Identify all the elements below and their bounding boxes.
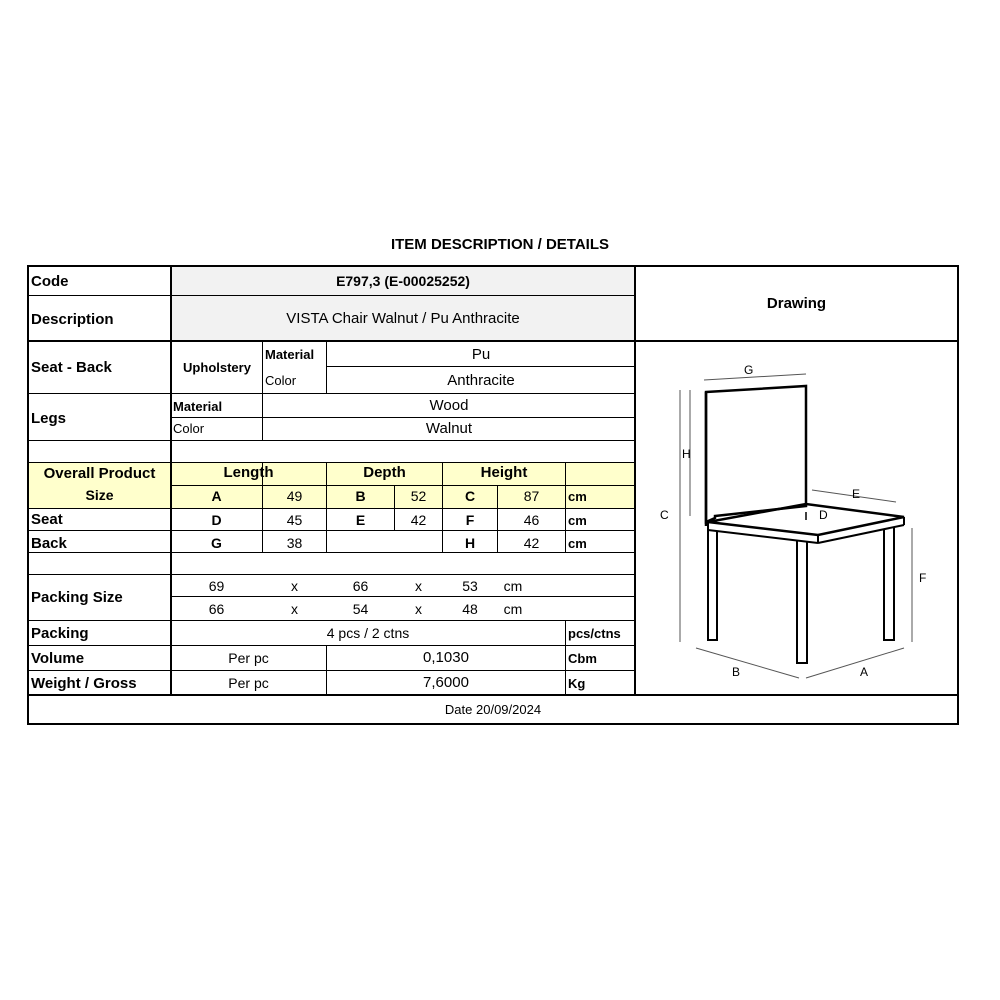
- seat-dims-label: Seat: [31, 511, 63, 528]
- header-depth: Depth: [363, 464, 406, 481]
- seat-back-label: Seat - Back: [31, 359, 112, 376]
- legs-material-value: Wood: [429, 397, 469, 414]
- packing-unit: pcs/ctns: [568, 626, 621, 641]
- overall-b-letter: B: [355, 488, 366, 504]
- overall-b-value: 52: [410, 488, 427, 504]
- drawing-label-g: G: [744, 363, 754, 377]
- packing-size-row2-x2: x: [415, 601, 422, 617]
- header-height: Height: [480, 464, 528, 481]
- packing-size-row1-dim3: 53: [462, 578, 478, 594]
- grid-line: [29, 694, 957, 696]
- packing-size-row1-x2: x: [415, 578, 422, 594]
- legs-label: Legs: [31, 410, 67, 427]
- back-unit: cm: [568, 536, 587, 551]
- packing-size-row2-dim2: 54: [352, 601, 369, 617]
- weight-value: 7,6000: [423, 674, 469, 691]
- packing-value: 4 pcs / 2 ctns: [326, 625, 410, 641]
- back-h-value: 42: [523, 535, 540, 551]
- drawing-label-a: A: [860, 665, 869, 679]
- packing-size-label: Packing Size: [31, 589, 123, 606]
- grid-line: [29, 620, 635, 621]
- weight-unit: Kg: [568, 676, 586, 691]
- overall-a-letter: A: [211, 488, 222, 504]
- packing-size-row1-dim2: 66: [352, 578, 369, 594]
- weight-basis: Per pc: [228, 675, 269, 691]
- overall-size-label-line1: Overall Product: [43, 465, 156, 482]
- code-value: E797,3 (E-00025252): [336, 273, 470, 289]
- packing-size-row2-dim1: 66: [208, 601, 225, 617]
- seat-e-value: 42: [410, 512, 427, 528]
- overall-size-label-line2: Size: [85, 487, 114, 503]
- volume-value: 0,1030: [423, 649, 469, 666]
- overall-a-value: 49: [286, 488, 303, 504]
- chair-leg-front-right: [797, 540, 807, 663]
- seat-color-value: Anthracite: [447, 372, 515, 389]
- seat-d-letter: D: [211, 512, 222, 528]
- volume-unit: Cbm: [568, 651, 597, 666]
- grid-line: [171, 596, 635, 597]
- chair-backrest: [706, 386, 806, 522]
- seat-material-value: Pu: [471, 346, 491, 363]
- back-h-letter: H: [464, 535, 476, 551]
- back-g-letter: G: [211, 535, 222, 551]
- seat-e-letter: E: [355, 512, 366, 528]
- back-g-value: 38: [286, 535, 303, 551]
- packing-size-row2-x1: x: [291, 601, 298, 617]
- seat-color-label: Color: [265, 373, 297, 388]
- grid-line: [29, 645, 635, 646]
- drawing-label-f: F: [919, 571, 927, 585]
- chair-drawing: [636, 342, 957, 694]
- page-title: ITEM DESCRIPTION / DETAILS: [390, 236, 610, 253]
- packing-size-row2-dim3: 48: [462, 601, 478, 617]
- drawing-label-b: B: [732, 665, 741, 679]
- grid-line: [326, 366, 635, 367]
- legs-color-label: Color: [173, 421, 205, 436]
- packing-label: Packing: [31, 625, 89, 642]
- volume-label: Volume: [31, 650, 85, 667]
- seat-d-value: 45: [286, 512, 303, 528]
- grid-line: [565, 620, 566, 695]
- legs-material-label: Material: [173, 399, 223, 414]
- drawing-label-h: H: [682, 447, 691, 461]
- description-label: Description: [31, 311, 114, 328]
- grid-line: [29, 530, 635, 531]
- overall-unit: cm: [568, 489, 587, 504]
- grid-line: [29, 574, 635, 575]
- back-dims-label: Back: [31, 535, 67, 552]
- header-length: Length: [223, 464, 274, 481]
- grid-line: [29, 508, 635, 509]
- legs-color-value: Walnut: [425, 420, 473, 437]
- grid-line: [565, 462, 566, 552]
- packing-size-row1-unit: cm: [503, 578, 523, 594]
- grid-line: [29, 295, 635, 296]
- volume-basis: Per pc: [228, 650, 269, 666]
- grid-line: [29, 393, 635, 394]
- seat-unit: cm: [568, 513, 587, 528]
- drawing-label-d: D: [819, 508, 828, 522]
- overall-c-letter: C: [464, 488, 476, 504]
- grid-line: [29, 670, 635, 671]
- seat-f-letter: F: [465, 512, 475, 528]
- chair-leg-back-right: [884, 527, 894, 640]
- drawing-label-c: C: [660, 508, 669, 522]
- packing-size-row1-dim1: 69: [208, 578, 225, 594]
- grid-line: [29, 552, 635, 553]
- drawing-label: Drawing: [766, 295, 827, 312]
- grid-line: [29, 462, 635, 463]
- seat-material-label: Material: [265, 347, 315, 362]
- packing-size-row2-unit: cm: [503, 601, 523, 617]
- grid-line: [171, 485, 635, 486]
- weight-label: Weight / Gross: [31, 675, 137, 692]
- packing-size-row1-x1: x: [291, 578, 298, 594]
- chair-leg-front-left: [708, 530, 717, 640]
- seat-f-value: 46: [523, 512, 540, 528]
- grid-line: [29, 440, 635, 441]
- description-value: VISTA Chair Walnut / Pu Anthracite: [286, 310, 520, 327]
- upholstery-label: Upholstery: [183, 360, 251, 375]
- drawing-label-e: E: [852, 487, 861, 501]
- grid-line: [171, 417, 635, 418]
- date-stamp: Date 20/09/2024: [444, 702, 542, 717]
- overall-c-value: 87: [523, 488, 540, 504]
- code-label: Code: [31, 273, 69, 290]
